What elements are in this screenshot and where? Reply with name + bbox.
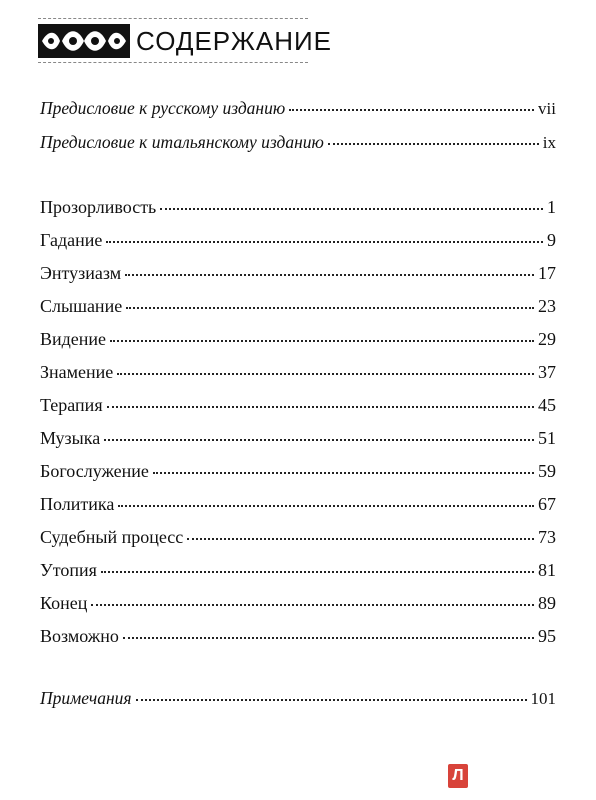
toc-entry-chapter[interactable] xyxy=(40,494,556,515)
toc-entry-page: 17 xyxy=(538,263,556,283)
toc-entry-notes[interactable] xyxy=(40,688,556,709)
toc-entry-chapter[interactable] xyxy=(40,527,556,548)
toc-entry-page: 29 xyxy=(538,329,556,349)
dot-leader xyxy=(289,109,534,111)
dot-leader xyxy=(123,637,534,639)
dot-leader xyxy=(187,538,534,540)
toc-entry-label: Знамение xyxy=(40,362,114,382)
dot-leader xyxy=(101,571,534,573)
toc-entry-chapter[interactable] xyxy=(40,329,556,350)
toc-entry-page: 89 xyxy=(538,593,556,613)
toc-entry-chapter[interactable] xyxy=(40,230,556,251)
toc-entry-page: 37 xyxy=(538,362,556,382)
toc-entry-label: Гадание xyxy=(40,230,103,250)
page-title: СОДЕРЖАНИЕ xyxy=(136,26,333,56)
toc-entry-label: Прозорливость xyxy=(40,197,157,217)
toc-entry-page: 95 xyxy=(538,626,556,646)
toc-entry-label: Политика xyxy=(40,494,115,514)
toc-entry-chapter[interactable] xyxy=(40,560,556,581)
toc-entry-chapter[interactable] xyxy=(40,296,556,317)
toc-entry-label: Возможно xyxy=(40,626,119,646)
publisher-watermark-logo: Л xyxy=(448,764,468,788)
toc-entry-page: 51 xyxy=(538,428,556,448)
dot-leader xyxy=(118,505,534,507)
toc-entry-label: Терапия xyxy=(40,395,103,415)
toc-entry-label: Видение xyxy=(40,329,107,349)
toc-entry-label: Конец xyxy=(40,593,88,613)
dot-leader xyxy=(91,604,534,606)
dot-leader xyxy=(110,340,534,342)
toc-entry-chapter[interactable] xyxy=(40,593,556,614)
toc-entry-label: Энтузиазм xyxy=(40,263,122,283)
dot-leader xyxy=(106,241,543,243)
dot-leader xyxy=(117,373,534,375)
toc-entry-page: vii xyxy=(538,99,556,118)
toc-entry-page: 45 xyxy=(538,395,556,415)
toc-entry-label: Музыка xyxy=(40,428,101,448)
dot-leader xyxy=(107,406,534,408)
toc-entry-page: 1 xyxy=(547,197,556,217)
toc-entry-page: 23 xyxy=(538,296,556,316)
dot-leader xyxy=(125,274,534,276)
toc-entry-chapter[interactable] xyxy=(40,362,556,383)
toc-entry-chapter[interactable] xyxy=(40,395,556,416)
toc-entry-chapter[interactable] xyxy=(40,626,556,647)
toc-entry-label: Примечания xyxy=(40,688,132,708)
toc-entry-label: Утопия xyxy=(40,560,97,580)
dot-leader xyxy=(136,699,527,701)
toc-entry-label: Предисловие к итальянскому изданию xyxy=(40,132,324,152)
toc-entry-page: 67 xyxy=(538,494,556,514)
header-top-rule xyxy=(38,18,308,19)
toc-entry-page: 59 xyxy=(538,461,556,481)
toc-entry-chapter[interactable] xyxy=(40,428,556,449)
toc-entry-chapter[interactable] xyxy=(40,263,556,284)
dot-leader xyxy=(104,439,534,441)
dot-leader xyxy=(160,208,543,210)
toc-entry-page: 81 xyxy=(538,560,556,580)
dot-leader xyxy=(328,143,539,145)
toc-entry-page: 101 xyxy=(530,689,556,708)
toc-entry-page: ix xyxy=(542,133,556,152)
toc-entry-chapter[interactable] xyxy=(40,197,556,218)
folk-ornament-icon xyxy=(38,24,130,58)
toc-entry-page: 9 xyxy=(547,230,556,250)
toc-entry-label: Судебный процесс xyxy=(40,527,184,547)
toc-entry-page: 73 xyxy=(538,527,556,547)
dot-leader xyxy=(126,307,534,309)
header-bottom-rule xyxy=(38,62,308,63)
toc-entry-label: Богослужение xyxy=(40,461,149,481)
toc-entry-label: Предисловие к русскому изданию xyxy=(40,98,286,118)
toc-entry-label: Слышание xyxy=(40,296,123,316)
toc-entry-preface-russian[interactable] xyxy=(40,98,556,119)
toc-entry-preface-italian[interactable] xyxy=(40,132,556,153)
dot-leader xyxy=(153,472,534,474)
toc-entry-chapter[interactable] xyxy=(40,461,556,482)
